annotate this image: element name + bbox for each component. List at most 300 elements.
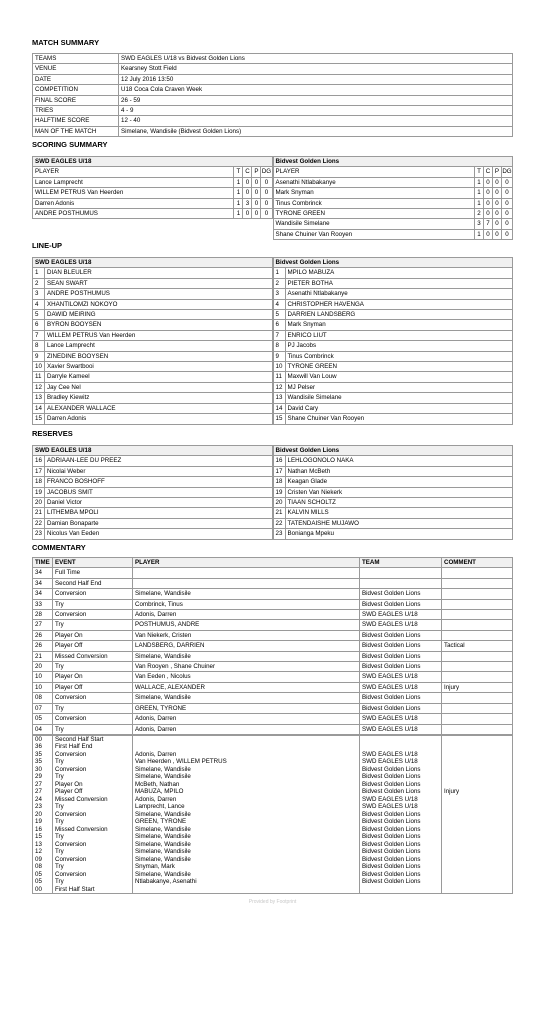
- commentary-heading: COMMENTARY: [32, 543, 86, 552]
- scoring-row: [273, 188, 513, 198]
- player-name: WILLEM PETRUS Van Heerden: [45, 330, 273, 340]
- event-type: Player Off: [53, 788, 133, 796]
- event-player: Simelane, Wandisile: [133, 766, 360, 774]
- commentary-row: [33, 781, 513, 789]
- scoring-stat: 0: [261, 209, 272, 219]
- scoring-column-label: T: [474, 167, 483, 177]
- event-type: Player On: [53, 672, 133, 682]
- scoring-stat: 0: [261, 188, 272, 198]
- scoring-row: [273, 198, 513, 208]
- event-comment: [442, 724, 513, 734]
- scoring-row: [33, 198, 273, 208]
- lineup-row: [273, 289, 513, 299]
- event-team: SWD EAGLES U/18: [360, 758, 442, 766]
- summary-row: [33, 85, 513, 95]
- event-type: Conversion: [53, 693, 133, 703]
- event-team: Bidvest Golden Lions: [360, 863, 442, 871]
- scoring-summary-heading: SCORING SUMMARY: [32, 140, 108, 149]
- scoring-home-block: [32, 156, 273, 240]
- scoring-row: [273, 177, 513, 187]
- player-name: CHRISTOPHER HAVENGA: [285, 299, 513, 309]
- commentary-row: [33, 886, 513, 894]
- jersey-number: 12: [33, 382, 45, 392]
- summary-label: DATE: [33, 74, 119, 84]
- lineup-row: [273, 310, 513, 320]
- commentary-row: [33, 796, 513, 804]
- jersey-number: 22: [33, 518, 45, 528]
- scoring-stat: 0: [492, 177, 501, 187]
- player-name: Daniel Victor: [45, 498, 273, 508]
- player-name: Darryle Kameel: [45, 372, 273, 382]
- event-time: 35: [33, 751, 53, 759]
- event-team: Bidvest Golden Lions: [360, 833, 442, 841]
- event-type: Player Off: [53, 641, 133, 651]
- jersey-number: 1: [273, 268, 285, 278]
- jersey-number: 13: [33, 393, 45, 403]
- lineup-row: [33, 372, 273, 382]
- event-comment: [442, 878, 513, 886]
- event-time: 10: [33, 682, 53, 692]
- lineup-team-name: Bidvest Golden Lions: [273, 258, 513, 268]
- commentary-row: [33, 724, 513, 734]
- event-comment: Injury: [442, 682, 513, 692]
- event-player: [133, 886, 360, 894]
- commentary-row: [33, 878, 513, 886]
- event-time: 13: [33, 841, 53, 849]
- player-name: Wandisile Simelane: [285, 393, 513, 403]
- commentary-row: [33, 610, 513, 620]
- event-time: 36: [33, 743, 53, 751]
- event-type: Try: [53, 818, 133, 826]
- event-player: Simelane, Wandisile: [133, 773, 360, 781]
- scoring-stat: 0: [483, 198, 492, 208]
- player-name: Jay Cee Nel: [45, 382, 273, 392]
- event-comment: [442, 818, 513, 826]
- summary-label: HALFTIME SCORE: [33, 116, 119, 126]
- event-type: Try: [53, 803, 133, 811]
- event-player: McBeth, Nathan: [133, 781, 360, 789]
- commentary-row: [33, 682, 513, 692]
- scoring-column-label: P: [252, 167, 261, 177]
- player-name: BYRON BOOYSEN: [45, 320, 273, 330]
- reserves-row: [273, 498, 513, 508]
- event-type: Try: [53, 773, 133, 781]
- scoring-away-block: [273, 156, 514, 240]
- jersey-number: 2: [33, 278, 45, 288]
- summary-label: FINAL SCORE: [33, 95, 119, 105]
- commentary-section: [32, 543, 513, 894]
- scoring-stat: 0: [243, 209, 252, 219]
- jersey-number: 13: [273, 393, 285, 403]
- event-comment: [442, 743, 513, 751]
- event-comment: [442, 751, 513, 759]
- event-team: Bidvest Golden Lions: [360, 878, 442, 886]
- summary-label: MAN OF THE MATCH: [33, 126, 119, 136]
- event-type: Player Off: [53, 682, 133, 692]
- jersey-number: 23: [273, 529, 285, 539]
- commentary-row: [33, 803, 513, 811]
- commentary-row: [33, 841, 513, 849]
- jersey-number: 21: [33, 508, 45, 518]
- event-time: 24: [33, 796, 53, 804]
- commentary-row: [33, 773, 513, 781]
- scoring-stat: 3: [243, 198, 252, 208]
- reserves-row: [273, 529, 513, 539]
- commentary-row: [33, 641, 513, 651]
- lineup-row: [273, 414, 513, 424]
- event-type: Try: [53, 848, 133, 856]
- jersey-number: 18: [33, 477, 45, 487]
- scoring-stat: 3: [474, 219, 483, 229]
- event-type: Conversion: [53, 871, 133, 879]
- event-time: 21: [33, 651, 53, 661]
- commentary-column-label: COMMENT: [442, 558, 513, 568]
- event-comment: [442, 796, 513, 804]
- scoring-column-label: DG: [502, 168, 512, 176]
- event-team: Bidvest Golden Lions: [360, 826, 442, 834]
- summary-label: TEAMS: [33, 54, 119, 64]
- event-team: SWD EAGLES U/18: [360, 751, 442, 759]
- commentary-row: [33, 589, 513, 599]
- reserves-row: [273, 508, 513, 518]
- player-name: ANDRE POSTHUMUS: [45, 289, 273, 299]
- event-type: Second Half Start: [53, 735, 133, 743]
- event-time: 34: [33, 578, 53, 588]
- scoring-stat: 0: [252, 188, 261, 198]
- commentary-column-label: TIME: [33, 558, 53, 568]
- lineup-row: [33, 278, 273, 288]
- event-time: 08: [33, 863, 53, 871]
- jersey-number: 14: [273, 403, 285, 413]
- scoring-row: [33, 209, 273, 219]
- scoring-summary-section: [32, 140, 513, 240]
- commentary-column-label: PLAYER: [133, 558, 360, 568]
- jersey-number: 17: [273, 466, 285, 476]
- scoring-stat: 1: [234, 209, 243, 219]
- summary-value: U18 Coca Cola Craven Week: [119, 85, 513, 95]
- summary-value: 12 - 40: [119, 116, 513, 126]
- event-player: [133, 578, 360, 588]
- jersey-number: 8: [33, 341, 45, 351]
- scoring-stat: 2: [474, 209, 483, 219]
- jersey-number: 15: [273, 414, 285, 424]
- player-name: LEHLOGONOLO NAKA: [285, 456, 513, 466]
- player-name: JACOBUS SMIT: [45, 487, 273, 497]
- player-name: MJ Pelser: [285, 382, 513, 392]
- scoring-player: Shane Chuiner Van Rooyen: [273, 229, 474, 239]
- event-type: Missed Conversion: [53, 796, 133, 804]
- event-player: Simelane, Wandisile: [133, 811, 360, 819]
- summary-row: [33, 126, 513, 136]
- event-comment: [442, 773, 513, 781]
- jersey-number: 8: [273, 341, 285, 351]
- summary-row: [33, 54, 513, 64]
- event-player: Simelane, Wandisile: [133, 856, 360, 864]
- lineup-away-table: [273, 257, 514, 425]
- match-summary-table: [32, 53, 513, 137]
- scoring-team-header: [33, 157, 273, 167]
- scoring-stat: 0: [252, 209, 261, 219]
- event-comment: [442, 856, 513, 864]
- jersey-number: 16: [33, 456, 45, 466]
- event-time: 10: [33, 672, 53, 682]
- event-team: Bidvest Golden Lions: [360, 651, 442, 661]
- scoring-stat: 0: [492, 209, 501, 219]
- scoring-player: Tinus Combrinck: [273, 198, 474, 208]
- event-time: 27: [33, 620, 53, 630]
- reserves-heading: RESERVES: [32, 429, 73, 438]
- scoring-stat: 0: [243, 177, 252, 187]
- match-summary-section: [32, 38, 513, 137]
- scoring-column-label: P: [492, 167, 501, 177]
- jersey-number: 12: [273, 382, 285, 392]
- lineup-row: [33, 268, 273, 278]
- player-name: Darren Adonis: [45, 414, 273, 424]
- event-player: Snyman, Mark: [133, 863, 360, 871]
- scoring-row: [33, 188, 273, 198]
- reserves-row: [33, 466, 273, 476]
- commentary-row: [33, 651, 513, 661]
- event-type: Try: [53, 878, 133, 886]
- event-comment: [442, 578, 513, 588]
- jersey-number: 19: [33, 487, 45, 497]
- scoring-stat: 0: [483, 209, 492, 219]
- reserves-row: [33, 487, 273, 497]
- event-team: Bidvest Golden Lions: [360, 781, 442, 789]
- event-team: Bidvest Golden Lions: [360, 766, 442, 774]
- player-name: LITHEMBA MPOLI: [45, 508, 273, 518]
- commentary-row: [33, 714, 513, 724]
- event-player: Adonis, Darren: [133, 714, 360, 724]
- scoring-stat: 1: [234, 198, 243, 208]
- lineup-row: [33, 393, 273, 403]
- scoring-column-label: C: [243, 167, 252, 177]
- commentary-row: [33, 848, 513, 856]
- event-player: Adonis, Darren: [133, 610, 360, 620]
- jersey-number: 6: [33, 320, 45, 330]
- event-type: Try: [53, 620, 133, 630]
- event-type: First Half Start: [53, 886, 133, 894]
- jersey-number: 9: [33, 351, 45, 361]
- reserves-row: [273, 487, 513, 497]
- scoring-stat: 0: [261, 198, 272, 208]
- event-type: Try: [53, 662, 133, 672]
- scoring-stat: 1: [474, 177, 483, 187]
- event-player: Simelane, Wandisile: [133, 693, 360, 703]
- scoring-column-label: C: [483, 167, 492, 177]
- event-type: Try: [53, 758, 133, 766]
- event-comment: [442, 714, 513, 724]
- event-comment: [442, 871, 513, 879]
- summary-row: [33, 95, 513, 105]
- event-comment: [442, 651, 513, 661]
- jersey-number: 21: [273, 508, 285, 518]
- event-team: Bidvest Golden Lions: [360, 599, 442, 609]
- player-name: Mark Snyman: [285, 320, 513, 330]
- event-team: Bidvest Golden Lions: [360, 703, 442, 713]
- commentary-row: [33, 672, 513, 682]
- commentary-table-first-half: [32, 735, 513, 895]
- lineup-heading: LINE-UP: [32, 241, 62, 250]
- scoring-player: Mark Snyman: [273, 188, 474, 198]
- event-type: Player On: [53, 630, 133, 640]
- lineup-row: [33, 403, 273, 413]
- player-name: Bradley Kiewitz: [45, 393, 273, 403]
- event-type: Conversion: [53, 610, 133, 620]
- scoring-row: [273, 219, 513, 229]
- player-name: XHANTILOMZI NOKOYO: [45, 299, 273, 309]
- scoring-stat: 0: [243, 188, 252, 198]
- event-time: 33: [33, 599, 53, 609]
- event-player: WALLACE, ALEXANDER: [133, 682, 360, 692]
- event-player: Simelane, Wandisile: [133, 589, 360, 599]
- scoring-column-label: DG: [261, 168, 272, 176]
- scoring-row: [33, 177, 273, 187]
- summary-value: 26 - 59: [119, 95, 513, 105]
- jersey-number: 3: [273, 289, 285, 299]
- commentary-column-label: TEAM: [360, 558, 442, 568]
- scoring-team-name: SWD EAGLES U/18: [33, 157, 273, 167]
- commentary-row: [33, 871, 513, 879]
- commentary-row: [33, 751, 513, 759]
- jersey-number: 22: [273, 518, 285, 528]
- event-time: 27: [33, 788, 53, 796]
- event-type: Try: [53, 833, 133, 841]
- event-time: 09: [33, 856, 53, 864]
- scoring-player: Asenathi Ntlabakanye: [273, 177, 474, 187]
- event-comment: [442, 735, 513, 743]
- jersey-number: 18: [273, 477, 285, 487]
- event-comment: Injury: [442, 788, 513, 796]
- scoring-stat: 0: [483, 229, 492, 239]
- scoring-row: [273, 209, 513, 219]
- scoring-stat: 0: [492, 219, 501, 229]
- lineup-row: [33, 320, 273, 330]
- jersey-number: 10: [33, 362, 45, 372]
- event-comment: [442, 703, 513, 713]
- event-time: 34: [33, 589, 53, 599]
- event-type: Conversion: [53, 841, 133, 849]
- lineup-row: [273, 299, 513, 309]
- event-time: 26: [33, 630, 53, 640]
- event-player: Simelane, Wandisile: [133, 651, 360, 661]
- footer-credit: Provided by Footprint: [248, 899, 297, 905]
- event-time: 07: [33, 703, 53, 713]
- commentary-column-label: EVENT: [53, 558, 133, 568]
- event-time: 15: [33, 833, 53, 841]
- commentary-row: [33, 818, 513, 826]
- player-name: DIAN BLEULER: [45, 268, 273, 278]
- scoring-home-table: [32, 156, 273, 219]
- commentary-row: [33, 620, 513, 630]
- commentary-row: [33, 735, 513, 743]
- reserves-away-table: [273, 445, 514, 540]
- jersey-number: 5: [33, 310, 45, 320]
- lineup-row: [273, 393, 513, 403]
- commentary-row: [33, 811, 513, 819]
- jersey-number: 20: [273, 498, 285, 508]
- lineup-row: [33, 341, 273, 351]
- event-type: Conversion: [53, 589, 133, 599]
- lineup-row: [273, 278, 513, 288]
- scoring-stat: 7: [483, 219, 492, 229]
- scoring-away-table: [273, 156, 514, 240]
- lineup-row: [33, 299, 273, 309]
- player-name: Cristen Van Niekerk: [285, 487, 513, 497]
- jersey-number: 16: [273, 456, 285, 466]
- player-name: Tinus Combrinck: [285, 351, 513, 361]
- event-time: 29: [33, 773, 53, 781]
- lineup-home-table: [32, 257, 273, 425]
- scoring-stat: 0: [261, 177, 272, 187]
- commentary-row: [33, 662, 513, 672]
- player-name: TIAAN SCHOLTZ: [285, 498, 513, 508]
- player-name: TYRONE GREEN: [285, 362, 513, 372]
- event-time: 00: [33, 735, 53, 743]
- event-player: Van Eeden , Nicolus: [133, 672, 360, 682]
- scoring-stat: 0: [492, 188, 501, 198]
- player-name: David Cary: [285, 403, 513, 413]
- reserves-row: [33, 456, 273, 466]
- event-type: Conversion: [53, 751, 133, 759]
- jersey-number: 20: [33, 498, 45, 508]
- event-player: Van Rooyen , Shane Chuiner: [133, 662, 360, 672]
- event-time: 05: [33, 871, 53, 879]
- summary-value: SWD EAGLES U/18 vs Bidvest Golden Lions: [119, 54, 513, 64]
- event-comment: [442, 662, 513, 672]
- event-player: POSTHUMUS, ANDRE: [133, 620, 360, 630]
- scoring-stat: 0: [492, 198, 501, 208]
- event-comment: [442, 863, 513, 871]
- lineup-row: [33, 362, 273, 372]
- commentary-row: [33, 568, 513, 578]
- event-time: 35: [33, 758, 53, 766]
- player-name: ZINEDINE BOOYSEN: [45, 351, 273, 361]
- jersey-number: 5: [273, 310, 285, 320]
- event-comment: [442, 781, 513, 789]
- lineup-row: [33, 330, 273, 340]
- lineup-row: [273, 268, 513, 278]
- player-name: Nicolus Van Eeden: [45, 529, 273, 539]
- event-comment: [442, 841, 513, 849]
- player-name: Bonianga Mpeku: [285, 529, 513, 539]
- event-comment: [442, 610, 513, 620]
- reserves-team-name: Bidvest Golden Lions: [273, 446, 513, 456]
- reserves-team-header: [33, 446, 273, 456]
- event-team: Bidvest Golden Lions: [360, 811, 442, 819]
- scoring-stat: 0: [492, 229, 501, 239]
- reserves-row: [33, 518, 273, 528]
- event-player: Adonis, Darren: [133, 751, 360, 759]
- event-team: Bidvest Golden Lions: [360, 871, 442, 879]
- event-comment: [442, 672, 513, 682]
- jersey-number: 14: [33, 403, 45, 413]
- event-type: Conversion: [53, 811, 133, 819]
- event-team: Bidvest Golden Lions: [360, 848, 442, 856]
- player-name: ADRIAAN-LEE DU PREEZ: [45, 456, 273, 466]
- event-team: SWD EAGLES U/18: [360, 714, 442, 724]
- lineup-row: [33, 414, 273, 424]
- event-type: Try: [53, 863, 133, 871]
- event-time: 20: [33, 662, 53, 672]
- event-time: 20: [33, 811, 53, 819]
- event-comment: [442, 620, 513, 630]
- jersey-number: 7: [273, 330, 285, 340]
- event-player: Simelane, Wandisile: [133, 841, 360, 849]
- player-name: Xavier Swartbooi: [45, 362, 273, 372]
- event-player: [133, 735, 360, 743]
- reserves-row: [33, 477, 273, 487]
